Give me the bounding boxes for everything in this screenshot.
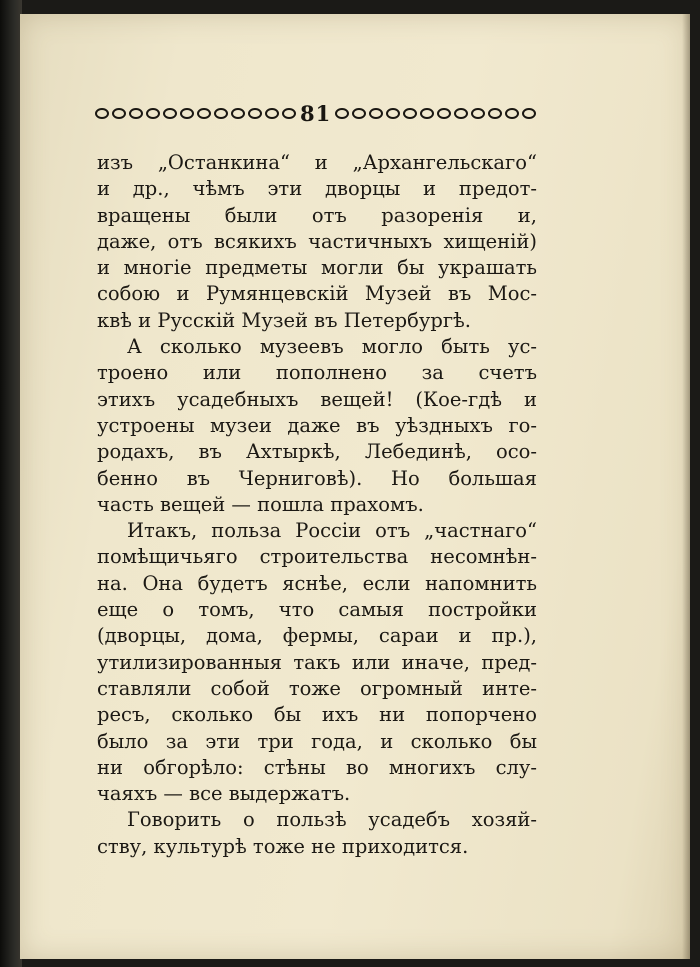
text-line: на. Она будетъ яснѣе, если напомнить — [97, 571, 537, 595]
ornament-ring — [95, 108, 109, 119]
text-line: устроены музеи даже въ уѣздныхъ го- — [97, 413, 537, 437]
ornament-right — [335, 108, 536, 119]
text-line: троено или пополнено за счетъ — [97, 361, 537, 385]
text-line: Итакъ, польза Россіи отъ „частнаго“ — [127, 519, 537, 543]
ornament-ring — [437, 108, 451, 119]
page-edge-shadow — [682, 14, 690, 959]
ornament-ring — [112, 108, 126, 119]
page-header — [95, 98, 535, 128]
ornament-ring — [471, 108, 485, 119]
text-line: помѣщичьяго строительства несомнѣн- — [97, 545, 537, 569]
text-line: ресъ, сколько бы ихъ ни попорчено — [97, 703, 537, 727]
text-line: этихъ усадебныхъ вещей! (Кое-гдѣ и — [97, 387, 537, 411]
text-line: вращены были отъ разоренія и, — [97, 203, 537, 227]
text-line: чаяхъ — все выдержатъ. — [97, 782, 351, 806]
ornament-ring — [248, 108, 262, 119]
body-text — [97, 150, 537, 860]
paragraph — [97, 334, 537, 518]
text-line: изъ „Останкина“ и „Архангельскаго“ — [97, 151, 537, 174]
text-line: и многіе предметы могли бы украшать — [97, 256, 537, 280]
book-spine — [0, 0, 22, 967]
ornament-ring — [403, 108, 417, 119]
text-line: ству, культурѣ тоже не приходится. — [97, 834, 469, 858]
text-line: Говорить о пользѣ усадебъ хозяй- — [127, 808, 537, 832]
ornament-ring — [369, 108, 383, 119]
paragraph — [97, 518, 537, 807]
text-line: утилизированныя такъ или иначе, пред- — [97, 650, 537, 674]
ornament-ring — [197, 108, 211, 119]
ornament-ring — [180, 108, 194, 119]
text-line: ставляли собой тоже огромный инте- — [97, 676, 537, 700]
ornament-ring — [335, 108, 349, 119]
ornament-ring — [265, 108, 279, 119]
text-line: еще о томъ, что самыя постройки — [97, 598, 537, 622]
text-line: часть вещей — пошла прахомъ. — [97, 492, 424, 516]
ornament-left — [95, 108, 296, 119]
paragraph — [97, 807, 537, 860]
text-line: было за эти три года, и сколько бы — [97, 729, 537, 753]
text-line: даже, отъ всякихъ частичныхъ хищеній) — [97, 229, 537, 253]
text-line: квѣ и Русскій Музей въ Петербургѣ. — [97, 308, 471, 332]
ornament-ring — [454, 108, 468, 119]
text-line: родахъ, въ Ахтыркѣ, Лебединѣ, осо- — [97, 440, 537, 464]
ornament-ring — [231, 108, 245, 119]
page-number: 81 — [300, 100, 332, 126]
text-line: бенно въ Черниговѣ). Но большая — [97, 466, 537, 490]
text-line: ни обгорѣло: стѣны во многихъ слу- — [97, 755, 537, 779]
text-line: собою и Румянцевскій Музей въ Мос- — [97, 282, 537, 306]
ornament-ring — [352, 108, 366, 119]
ornament-ring — [214, 108, 228, 119]
ornament-ring — [146, 108, 160, 119]
paragraph — [97, 150, 537, 334]
ornament-ring — [488, 108, 502, 119]
ornament-ring — [129, 108, 143, 119]
ornament-ring — [420, 108, 434, 119]
ornament-ring — [282, 108, 296, 119]
ornament-ring — [505, 108, 519, 119]
ornament-ring — [163, 108, 177, 119]
text-line: и др., чѣмъ эти дворцы и предот- — [97, 177, 537, 201]
ornament-ring — [386, 108, 400, 119]
text-line: А сколько музеевъ могло быть ус- — [127, 335, 537, 359]
ornament-ring — [522, 108, 536, 119]
text-line: (дворцы, дома, фермы, сараи и пр.), — [97, 624, 537, 648]
